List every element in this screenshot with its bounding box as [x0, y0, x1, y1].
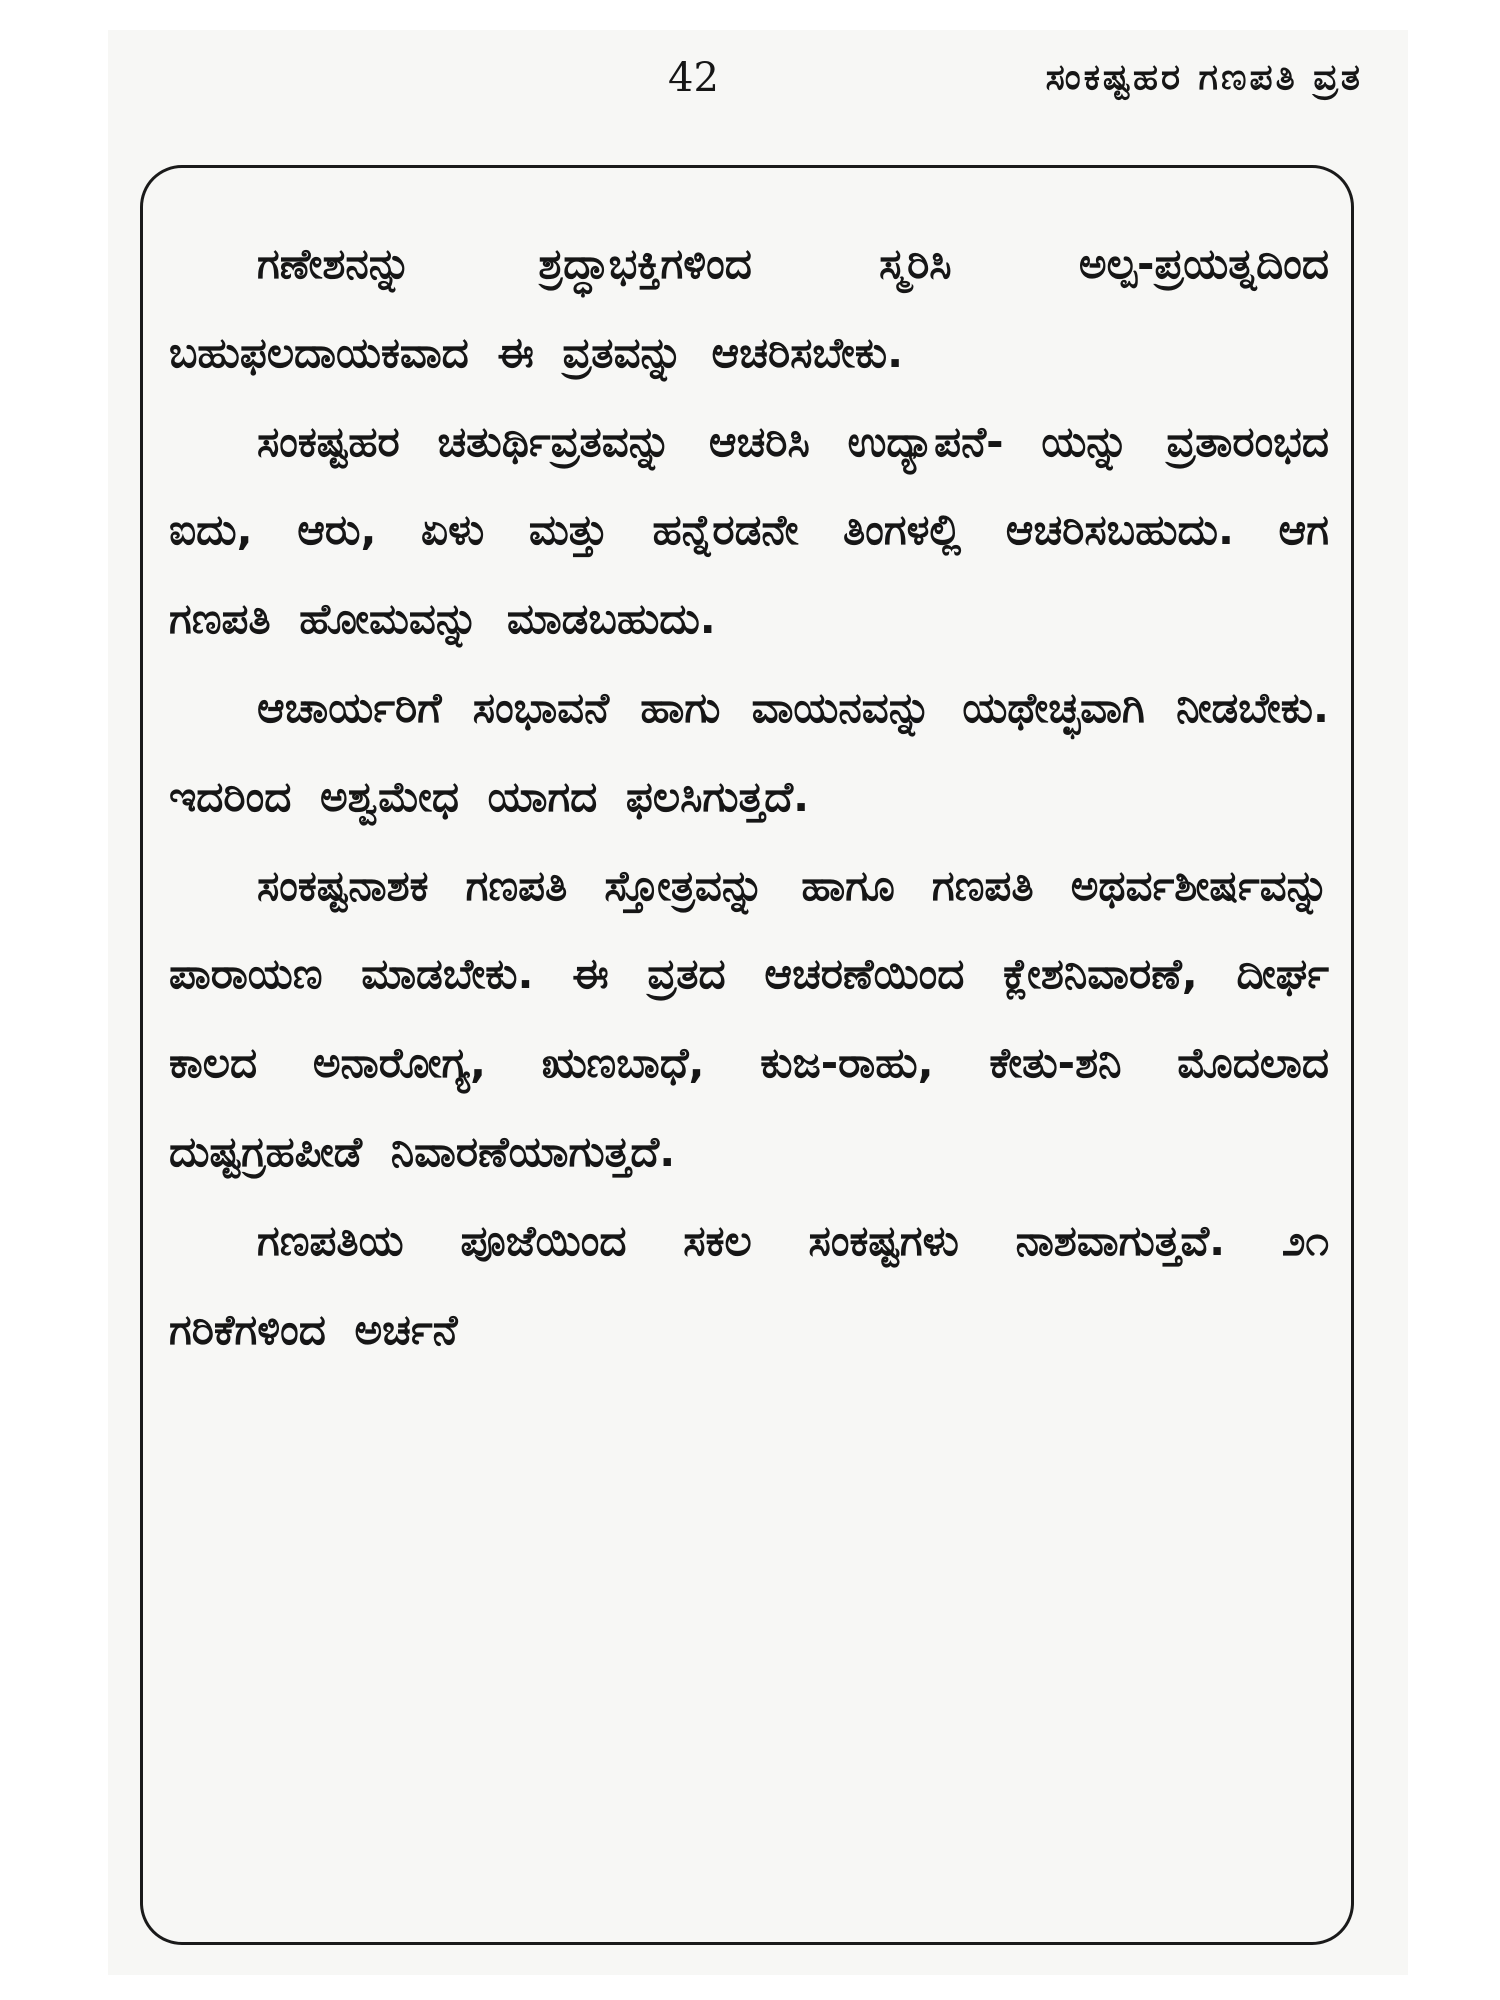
paragraph-4: ಸಂಕಷ್ಟನಾಶಕ ಗಣಪತಿ ಸ್ತೋತ್ರವನ್ನು ಹಾಗೂ ಗಣಪತಿ ಅಥರ್ವಶೀರ್ಷವನ್ನು ಪಾರಾಯಣ ಮಾಡಬೇಕು. ಈ ವ್ರತದ ಆಚರಣೆಯಿಂದ ಕ್ಲೇಶನಿವಾರಣೆ, ದೀರ್ಘ ಕಾಲದ ಅನಾರೋಗ್ಯ, ಋಣಬಾಧೆ, ಕುಜ-ರಾಹು, ಕೇತು-ಶನಿ ಮೊದಲಾದ ದುಷ್ಟಗ್ರಹಪೀಡೆ ನಿವಾರಣೆಯಾಗುತ್ತದೆ. — [169, 860, 1329, 1176]
page-number: 42 — [668, 55, 719, 101]
paragraph-5: ಗಣಪತಿಯ ಪೂಜೆಯಿಂದ ಸಕಲ ಸಂಕಷ್ಟಗಳು ನಾಶವಾಗುತ್ತವೆ. ೨೧ ಗರಿಕೆಗಳಿಂದ ಅರ್ಚನೆ — [169, 1215, 1329, 1354]
paragraph-1: ಗಣೇಶನನ್ನು ಶ್ರದ್ಧಾಭಕ್ತಿಗಳಿಂದ ಸ್ಮರಿಸಿ ಅಲ್ಪ-ಪ್ರಯತ್ನದಿಂದ ಬಹುಫಲದಾಯಕವಾದ ಈ ವ್ರತವನ್ನು ಆಚರಿಸಬೇಕು. — [169, 239, 1329, 377]
paragraph-3: ಆಚಾರ್ಯರಿಗೆ ಸಂಭಾವನೆ ಹಾಗು ವಾಯನವನ್ನು ಯಥೇಚ್ಛವಾಗಿ ನೀಡಬೇಕು. ಇದರಿಂದ ಅಶ್ವಮೇಧ ಯಾಗದ ಫಲಸಿಗುತ್ತದೆ. — [169, 682, 1329, 821]
paragraph-2: ಸಂಕಷ್ಟಹರ ಚತುರ್ಥಿವ್ರತವನ್ನು ಆಚರಿಸಿ ಉದ್ಯಾಪನೆ- ಯನ್ನು ವ್ರತಾರಂಭದ ಐದು, ಆರು, ಏಳು ಮತ್ತು ಹನ್ನೆರಡನೇ ತಿಂಗಳಲ್ಲಿ ಆಚರಿಸಬಹುದು. ಆಗ ಗಣಪತಿ ಹೋಮವನ್ನು ಮಾಡಬಹುದು. — [169, 416, 1329, 644]
text-frame — [140, 165, 1354, 1945]
running-title: ಸಂಕಷ್ಟಹರ ಗಣಪತಿ ವ್ರತ — [1045, 57, 1363, 98]
page-header — [108, 48, 1408, 108]
